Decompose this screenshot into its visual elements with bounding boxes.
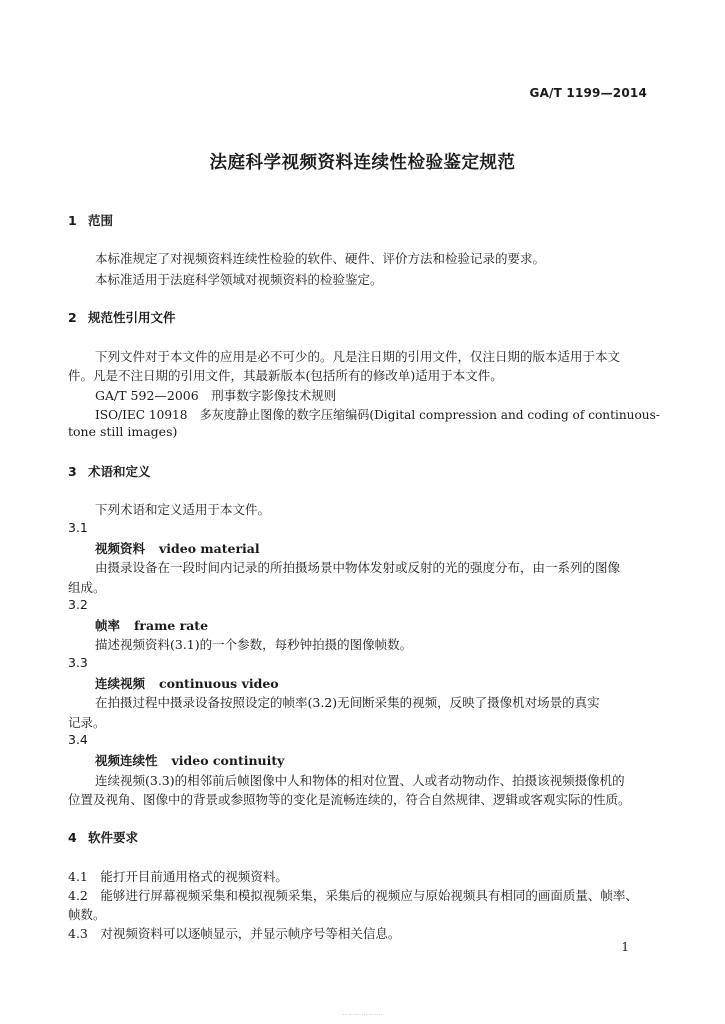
section-title: 规范性引用文件: [88, 310, 176, 325]
section-title: 范围: [88, 213, 114, 228]
term-entry: [95, 616, 208, 634]
clause-continuation: 帧数。: [68, 907, 106, 922]
term-zh: 帧率: [95, 618, 121, 633]
term-definition-continuation: 记录。: [68, 715, 106, 730]
clause-item: 4.2 能够进行屏幕视频采集和模拟视频采集，采集后的视频应与原始视频具有相同的画面质量、帧率、: [68, 888, 638, 903]
section-number: 4: [68, 830, 77, 845]
term-definition: 由摄录设备在一段时间内记录的所拍摄场景中物体发射或反射的光的强度分布，由一系列的图像: [95, 560, 621, 575]
term-number: 3.3: [68, 655, 88, 670]
term-zh: 连续视频: [95, 676, 146, 691]
term-en: video continuity: [171, 753, 285, 768]
clause-item: 4.1 能打开目前通用格式的视频资料。: [68, 869, 288, 884]
term-entry: [95, 674, 279, 692]
paragraph-continuation: 件。凡是不注日期的引用文件，其最新版本(包括所有的修改单)适用于本文件。: [68, 368, 503, 383]
term-zh: 视频连续性: [95, 753, 158, 768]
reference-continuation: tone still images): [68, 424, 178, 439]
paragraph: 下列术语和定义适用于本文件。: [95, 502, 271, 517]
term-definition-continuation: 组成。: [68, 580, 106, 595]
term-definition: 在拍摄过程中摄录设备按照设定的帧率(3.2)无间断采集的视频，反映了摄像机对场景的真实: [95, 695, 600, 710]
term-definition-continuation: 位置及视角、图像中的背景或参照物等的变化是流畅连续的，符合自然规律、逻辑或客观实际的性质。: [68, 792, 631, 807]
section-number: 2: [68, 310, 77, 325]
section-4-heading: [68, 828, 138, 846]
term-en: frame rate: [134, 618, 209, 633]
section-number: 1: [68, 213, 77, 228]
term-entry: [95, 539, 260, 557]
section-2-heading: [68, 308, 176, 326]
reference-item: GA/T 592—2006 刑事数字影像技术规则: [95, 388, 337, 403]
reference-item: ISO/IEC 10918 多灰度静止图像的数字压缩编码(Digital compression and coding of continuous-: [95, 407, 660, 422]
paragraph: 本标准适用于法庭科学领域对视频资料的检验鉴定。: [95, 272, 383, 287]
paragraph: 本标准规定了对视频资料连续性检验的软件、硬件、评价方法和检验记录的要求。: [95, 251, 546, 266]
section-3-heading: [68, 462, 151, 480]
page-number: 1: [621, 940, 629, 954]
section-title: 术语和定义: [88, 464, 151, 479]
term-number: 3.4: [68, 732, 88, 747]
term-en: continuous video: [159, 676, 279, 691]
term-zh: 视频资料: [95, 541, 146, 556]
paragraph: 下列文件对于本文件的应用是必不可少的。凡是注日期的引用文件，仅注日期的版本适用于本文: [95, 349, 621, 364]
section-1-heading: [68, 211, 113, 229]
term-number: 3.2: [68, 597, 88, 612]
document-title: 法庭科学视频资料连续性检验鉴定规范: [209, 153, 516, 173]
term-number: 3.1: [68, 520, 88, 535]
clause-item: 4.3 对视频资料可以逐帧显示，并显示帧序号等相关信息。: [68, 926, 401, 941]
term-definition: 描述视频资料(3.1)的一个参数，每秒钟拍摄的图像帧数。: [95, 637, 413, 652]
term-definition: 连续视频(3.3)的相邻前后帧图像中人和物体的相对位置、人或者动物动作、拍摄该视频摄像机的: [95, 773, 625, 788]
standard-code: GA/T 1199—2014: [529, 86, 647, 100]
section-number: 3: [68, 464, 77, 479]
term-en: video material: [159, 541, 260, 556]
footer-mark: ·· ·· ··· ··· ·· ····: [342, 1012, 383, 1019]
section-title: 软件要求: [88, 830, 139, 845]
term-entry: [95, 751, 284, 769]
